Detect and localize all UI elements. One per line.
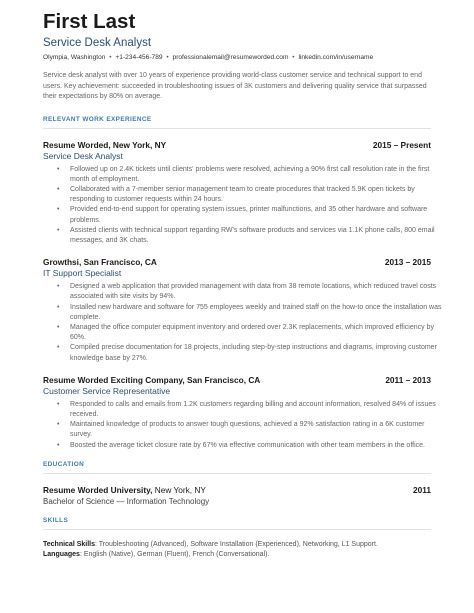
skill-line bbox=[43, 540, 431, 550]
candidate-name: First Last bbox=[43, 10, 136, 33]
job-location: New York, NY bbox=[110, 139, 167, 150]
contact-separator: • bbox=[292, 54, 295, 61]
job-location: San Francisco, CA bbox=[81, 257, 157, 268]
skill-value: : English (Native), German (Fluent), French (Conversational). bbox=[79, 550, 270, 558]
job-company: Resume Worded Exciting Company, bbox=[43, 374, 185, 385]
skill-line bbox=[43, 550, 431, 560]
job-entry bbox=[43, 257, 442, 364]
job-bullet: • Maintained knowledge of products to answer tough questions, achieved a 92% satisfaction rating in a 6K customer survey. bbox=[57, 420, 442, 440]
job-bullet: • Boosted the average ticket closure rate by 67% via effective communication with other team members in the office. bbox=[57, 441, 442, 451]
summary: Service desk analyst with over 10 years of experience providing world-class customer service and technical support to end users. Key achievement: succeeded in troubleshooting issues of 3K customers and delivering quality service that surpassed their expectations by 80% on average. bbox=[43, 72, 427, 100]
job-bullet: • Installed new hardware and software for 755 employees weekly and trained staff on the how-to once the installation was complete. bbox=[57, 303, 442, 323]
job-entry bbox=[43, 139, 435, 247]
job-organization bbox=[43, 257, 157, 267]
job-bullet: • Provided end-to-end support for operating system issues, printer malfunctions, and 35 other hardware and software problems. bbox=[57, 205, 442, 225]
section-heading-skills: SKILLS bbox=[43, 516, 69, 524]
section-divider bbox=[43, 128, 431, 129]
skills-list bbox=[43, 540, 431, 560]
job-bullet: • Designed a web application that provided management with data from 38 remote locations, which reduced travel costs associated with site visits by 94%. bbox=[57, 282, 442, 302]
section-divider bbox=[43, 473, 431, 474]
job-header bbox=[43, 140, 431, 150]
job-bullet: • Followed up on 2.4K tickets until clients' problems were resolved, achieving a 90% first call resolution rate in the first month of employment. bbox=[57, 165, 442, 185]
skill-label: Languages bbox=[43, 550, 80, 558]
job-organization bbox=[43, 140, 166, 150]
job-bullet: • Responded to calls and emails from 1.2K customers regarding billing and account information, resolved 84% of issues received. bbox=[57, 400, 442, 420]
job-company: Resume Worded, bbox=[43, 139, 111, 150]
job-role: Customer Service Representative bbox=[43, 385, 171, 396]
contact-location: Olympia, Washington bbox=[43, 54, 106, 61]
job-dates: 2011 – 2013 bbox=[385, 374, 431, 385]
job-entry bbox=[43, 374, 436, 451]
contact-separator: • bbox=[109, 54, 112, 61]
section-divider bbox=[43, 529, 431, 530]
job-bullets bbox=[43, 165, 435, 247]
section-heading-experience: RELEVANT WORK EXPERIENCE bbox=[43, 115, 152, 123]
education-entry bbox=[43, 485, 431, 507]
section-heading-education: EDUCATION bbox=[43, 460, 85, 468]
contact-separator: • bbox=[166, 54, 169, 61]
job-location: San Francisco, CA bbox=[184, 374, 261, 385]
job-bullet: • Collaborated with a 7-member senior management team to create procedures that tracked 5.9K open tickets by responding to customer requests within 24 hours. bbox=[57, 185, 442, 205]
job-role: Service Desk Analyst bbox=[43, 150, 123, 161]
job-bullet: • Assisted clients with technical support regarding RW's software products and services via 1.1K phone calls, 800 email messages, and 3K chats. bbox=[57, 226, 442, 246]
job-role: IT Support Specialist bbox=[43, 268, 122, 279]
contact-line bbox=[43, 53, 431, 62]
skill-value: : Troubleshooting (Advanced), Software Installation (Experienced), Networking, L1 Support. bbox=[95, 540, 378, 548]
contact-linkedin[interactable]: linkedin.com/in/username bbox=[298, 54, 374, 61]
contact-phone: +1-234-456-789 bbox=[115, 54, 163, 61]
education-school: Resume Worded University, bbox=[43, 484, 153, 495]
job-bullet: • Compiled precise documentation for 18 projects, including step-by-step instructions and diagrams, improving customer knowledge base by 27%. bbox=[57, 343, 442, 363]
contact-email[interactable]: professionalemail@resumeworded.com bbox=[172, 54, 289, 61]
job-bullets bbox=[43, 400, 436, 451]
education-location: New York, NY bbox=[152, 484, 206, 495]
education-year: 2011 bbox=[413, 484, 431, 495]
job-dates: 2013 – 2015 bbox=[384, 257, 431, 268]
education-degree: Bachelor of Science — Information Technology bbox=[43, 496, 210, 506]
education-header bbox=[43, 485, 431, 495]
job-bullet: • Managed the office computer equipment inventory and ordered over 2.3K replacements, which improved efficiency by 60%. bbox=[57, 323, 442, 343]
candidate-title: Service Desk Analyst bbox=[43, 37, 152, 49]
job-company: Growthsi, bbox=[43, 257, 82, 268]
education-organization bbox=[43, 485, 206, 495]
job-organization bbox=[43, 375, 260, 385]
job-bullets bbox=[43, 282, 442, 364]
skill-label: Technical Skills bbox=[43, 540, 96, 548]
job-header bbox=[43, 375, 431, 385]
job-header bbox=[43, 257, 431, 267]
job-dates: 2015 – Present bbox=[372, 139, 431, 150]
